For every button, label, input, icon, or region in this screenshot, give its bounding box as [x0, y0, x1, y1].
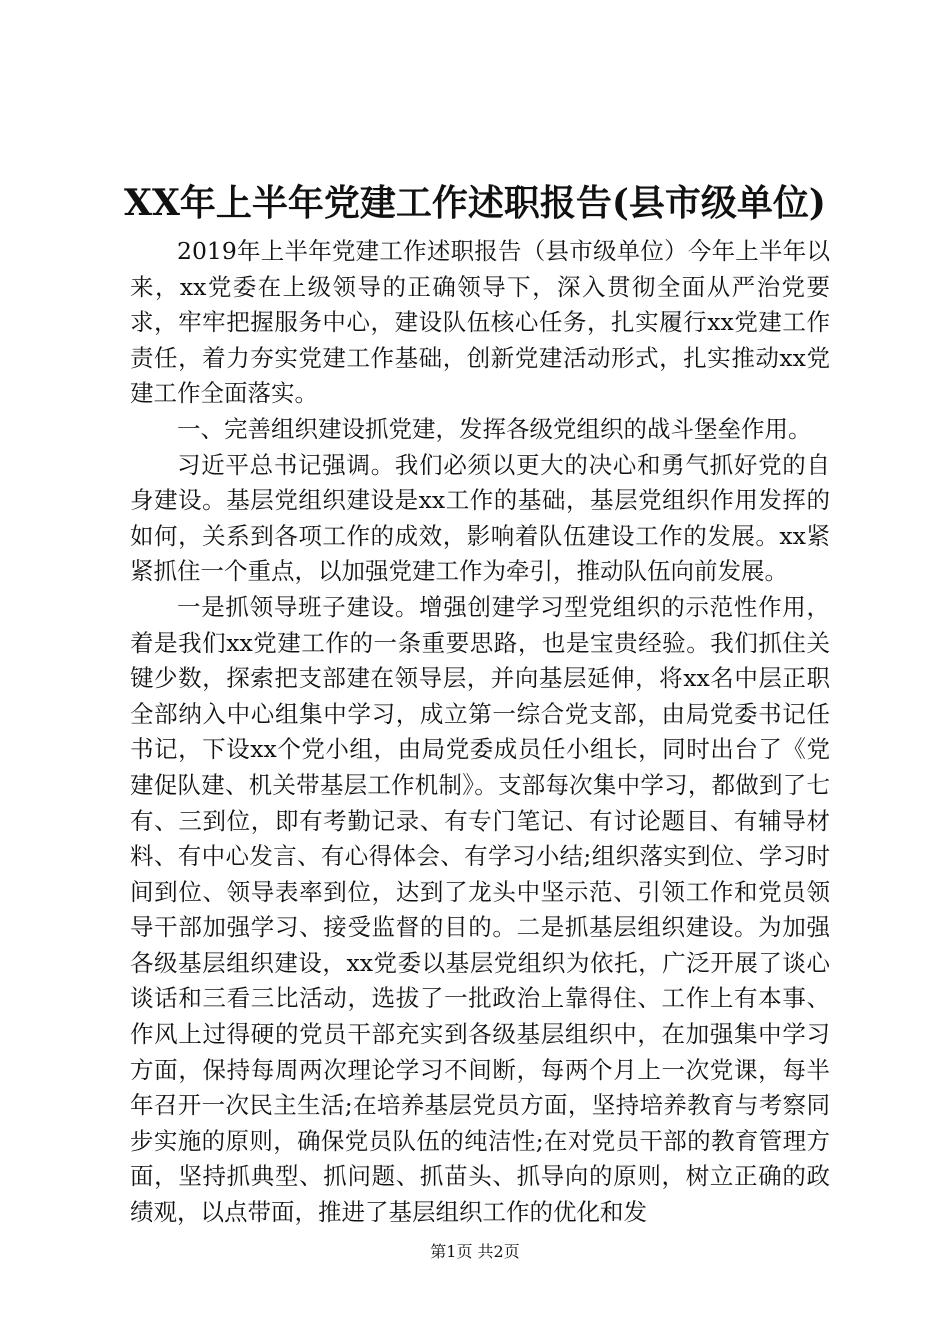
paragraph-leadership: 一是抓领导班子建设。增强创建学习型党组织的示范性作用，着是我们xx党建工作的一条重要思路，也是宝贵经验。我们抓住关键少数，探索把支部建在领导层，并向基层延伸，将xx名中层正职全部纳入中心组集中学习，成立第一综合党支部，由局党委书记任书记，下设xx个党小组，由局党委成员任小组长，同时出台了《党建促队建、机关带基层工作机制》。支部每次集中学习，都做到了七有、三到位，即有考勤记录、有专门笔记、有讨论题目、有辅导材料、有中心发言、有心得体会、有学习小结;组织落实到位、学习时间到位、领导表率到位，达到了龙头中坚示范、引领工作和党员领导干部加强学习、接受监督的目的。二是抓基层组织建设。为加强各级基层组织建设，xx党委以基层党组织为依托，广泛开展了谈心谈话和三看三比活动，选拔了一批政治上靠得住、工作上有本事、作风上过得硬的党员干部充实到各级基层组织中，在加强集中学习方面，保持每周两次理论学习不间断，每两个月上一次党课，每半年召开一次民主生活;在培养基层党员方面，坚持培养教育与考察同步实施的原则，确保党员队伍的纯洁性;在对党员干部的教育管理方面，坚持抓典型、抓问题、抓苗头、抓导向的原则，树立正确的政绩观，以点带面，推进了基层组织工作的优化和发: [130, 592, 830, 1227]
paragraph-intro: 2019年上半年党建工作述职报告（县市级单位）今年上半年以来，xx党委在上级领导的正确领导下，深入贯彻全面从严治党要求，牢牢把握服务中心，建设队伍核心任务，扎实履行xx党建工作责任，着力夯实党建工作基础，创新党建活动形式，扎实推动xx党建工作全面落实。: [130, 237, 830, 408]
document-title: XX年上半年党建工作述职报告(县市级单位): [124, 182, 826, 224]
paragraph-quote: 习近平总书记强调。我们必须以更大的决心和勇气抓好党的自身建设。基层党组织建设是xx工作的基础，基层党组织作用发挥的如何，关系到各项工作的成效，影响着队伍建设工作的发展。xx紧紧抓住一个重点，以加强党建工作为牵引，推动队伍向前发展。: [130, 450, 830, 586]
paragraph-section-heading: 一、完善组织建设抓党建，发挥各级党组织的战斗堡垒作用。: [177, 414, 812, 443]
document-body: [130, 234, 830, 1231]
page-number-footer: 第1页 共2页: [430, 1242, 520, 1261]
